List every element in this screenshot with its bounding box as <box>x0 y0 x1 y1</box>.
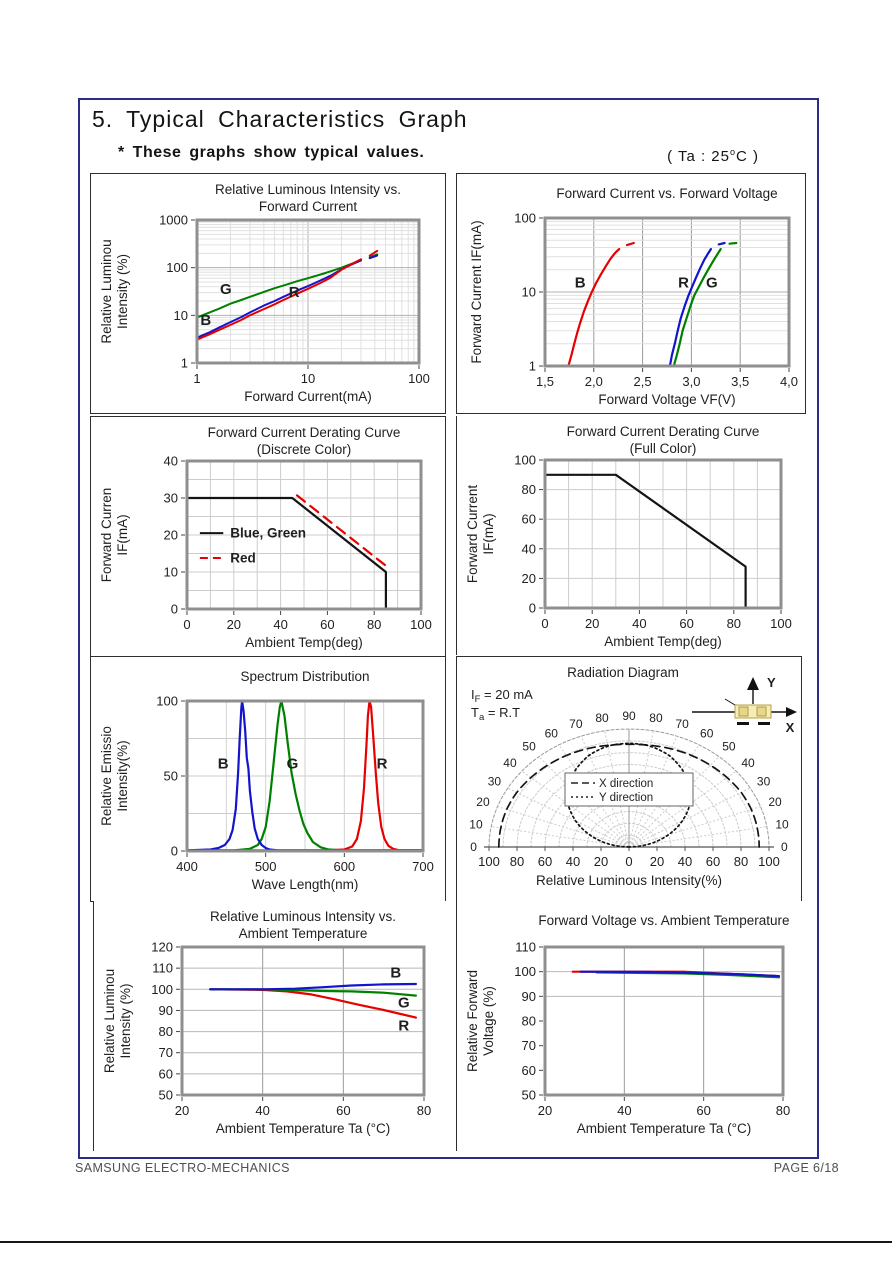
svg-text:40: 40 <box>163 453 178 469</box>
svg-text:70: 70 <box>158 1045 173 1061</box>
svg-text:R: R <box>678 274 690 292</box>
svg-text:50: 50 <box>521 1087 536 1103</box>
svg-text:Forward Current: Forward Current <box>465 484 480 584</box>
svg-text:IF(mA): IF(mA) <box>115 514 130 556</box>
svg-text:70: 70 <box>675 716 689 731</box>
svg-text:10: 10 <box>300 371 316 386</box>
svg-text:R: R <box>288 284 300 302</box>
svg-text:B: B <box>574 274 586 292</box>
svg-text:60: 60 <box>336 1103 351 1118</box>
svg-text:80: 80 <box>158 1024 173 1040</box>
page-bottom-rule <box>0 1241 892 1243</box>
svg-text:40: 40 <box>521 541 536 557</box>
svg-text:0: 0 <box>781 840 788 854</box>
svg-text:80: 80 <box>521 1013 536 1029</box>
svg-text:30: 30 <box>487 774 502 789</box>
svg-text:110: 110 <box>515 939 536 955</box>
svg-text:60: 60 <box>158 1066 173 1082</box>
svg-text:20: 20 <box>521 570 536 586</box>
svg-text:50: 50 <box>722 739 736 754</box>
svg-text:60: 60 <box>705 854 721 869</box>
chart-forward-current-vs-forward-voltage <box>456 173 806 414</box>
svg-text:20: 20 <box>537 1103 553 1118</box>
svg-text:100: 100 <box>166 260 188 276</box>
condition-pre: ( Ta : 25 <box>667 148 730 165</box>
svg-text:Y: Y <box>767 675 776 690</box>
svg-text:50: 50 <box>163 768 178 784</box>
chart-luminous-intensity-vs-forward-current <box>90 173 446 414</box>
svg-text:500: 500 <box>254 859 277 874</box>
svg-text:100: 100 <box>408 371 430 386</box>
svg-text:Relative Luminous Intensity vs: Relative Luminous Intensity vs. <box>214 182 402 197</box>
svg-text:Ambient Temperature Ta (°C): Ambient Temperature Ta (°C) <box>576 1121 752 1136</box>
svg-text:20: 20 <box>768 795 782 810</box>
svg-text:30: 30 <box>163 490 178 506</box>
svg-text:Spectrum Distribution: Spectrum Distribution <box>240 669 370 684</box>
svg-text:G: G <box>220 281 232 299</box>
svg-text:20: 20 <box>226 617 242 632</box>
svg-text:30: 30 <box>756 774 771 789</box>
chart-forward-voltage-vs-ambient-temperature <box>456 901 805 1151</box>
svg-text:G: G <box>706 274 718 292</box>
svg-text:40: 40 <box>677 854 693 869</box>
svg-text:10: 10 <box>173 307 188 323</box>
svg-text:120: 120 <box>151 939 173 955</box>
svg-text:1: 1 <box>193 371 201 386</box>
svg-text:20: 20 <box>174 1103 190 1118</box>
svg-text:400: 400 <box>176 859 198 874</box>
svg-text:100: 100 <box>770 616 792 631</box>
svg-text:80: 80 <box>726 616 742 631</box>
svg-text:IF = 20 mA: $I_F = 20$ mA <box>471 687 533 705</box>
svg-text:90: 90 <box>622 709 636 724</box>
svg-text:60: 60 <box>320 617 335 632</box>
svg-text:Voltage (%): Voltage (%) <box>481 986 496 1056</box>
svg-text:0: 0 <box>470 840 477 854</box>
svg-text:80: 80 <box>509 854 525 869</box>
svg-text:Relative Forward: Relative Forward <box>465 969 480 1073</box>
svg-text:80: 80 <box>775 1103 791 1118</box>
svg-text:0: 0 <box>183 617 191 632</box>
svg-text:1000: 1000 <box>159 212 188 228</box>
svg-text:R: R <box>398 1017 410 1035</box>
condition-label <box>667 147 759 165</box>
svg-text:80: 80 <box>521 482 536 498</box>
svg-text:20: 20 <box>593 854 609 869</box>
svg-text:IF(mA): IF(mA) <box>481 513 496 555</box>
svg-text:Ambient Temp(deg): Ambient Temp(deg) <box>245 635 363 650</box>
svg-text:40: 40 <box>255 1103 270 1118</box>
chart-spectrum-distribution <box>90 656 446 902</box>
svg-text:100: 100 <box>151 981 173 997</box>
svg-text:B: B <box>217 755 229 773</box>
svg-text:Intensity (%): Intensity (%) <box>118 983 133 1059</box>
svg-text:0: 0 <box>170 843 178 859</box>
svg-text:4,0: 4,0 <box>779 374 799 389</box>
svg-text:Radiation Diagram: Radiation Diagram <box>567 665 679 680</box>
svg-text:0: 0 <box>528 600 536 616</box>
svg-text:X direction: X direction <box>599 778 654 790</box>
svg-text:3,5: 3,5 <box>731 374 750 389</box>
svg-text:80: 80 <box>416 1103 432 1118</box>
svg-text:Wave Length(nm): Wave Length(nm) <box>251 877 359 892</box>
svg-text:0: 0 <box>625 854 633 869</box>
svg-text:1: 1 <box>180 355 188 371</box>
svg-text:Relative Luminous Intensity vs: Relative Luminous Intensity vs. <box>209 909 397 924</box>
svg-text:2,0: 2,0 <box>584 374 603 389</box>
svg-text:(Discrete Color): (Discrete Color) <box>256 442 352 457</box>
svg-text:100: 100 <box>156 693 178 709</box>
svg-text:40: 40 <box>617 1103 632 1118</box>
svg-text:50: 50 <box>522 739 536 754</box>
svg-text:60: 60 <box>679 616 694 631</box>
svg-text:Ambient Temperature: Ambient Temperature <box>238 926 368 941</box>
svg-text:Forward Current Derating Curve: Forward Current Derating Curve <box>566 424 760 439</box>
svg-text:40: 40 <box>273 617 288 632</box>
svg-text:B: B <box>200 312 212 330</box>
svg-text:80: 80 <box>595 711 609 726</box>
main-frame <box>78 98 819 1159</box>
svg-text:Y direction: Y direction <box>599 792 654 804</box>
svg-text:3,0: 3,0 <box>682 374 701 389</box>
svg-text:40: 40 <box>565 854 581 869</box>
svg-text:Ambient Temp(deg): Ambient Temp(deg) <box>604 634 722 649</box>
svg-text:100: 100 <box>514 210 536 226</box>
condition-sup: o <box>729 147 736 157</box>
svg-text:10: 10 <box>521 284 536 300</box>
svg-text:Forward Current: Forward Current <box>258 199 358 214</box>
svg-text:Forward Current(mA): Forward Current(mA) <box>244 389 372 404</box>
svg-text:100: 100 <box>514 964 536 980</box>
svg-text:60: 60 <box>537 854 553 869</box>
svg-text:0: 0 <box>170 601 178 617</box>
svg-text:20: 20 <box>163 527 178 543</box>
svg-text:Forward Voltage vs. Ambient Te: Forward Voltage vs. Ambient Temperature <box>538 913 790 928</box>
svg-text:20: 20 <box>584 616 600 631</box>
svg-text:1,5: 1,5 <box>535 374 555 389</box>
svg-text:Relative Luminou: Relative Luminou <box>99 239 114 344</box>
svg-text:40: 40 <box>503 755 517 770</box>
svg-text:100: 100 <box>410 617 432 632</box>
svg-text:Intensity (%): Intensity (%) <box>115 253 130 330</box>
chart-radiation-diagram <box>456 656 802 902</box>
svg-text:Relative Luminou: Relative Luminou <box>102 968 117 1074</box>
typical-values-note: * These graphs show typical values. <box>118 144 425 161</box>
page-footer <box>75 1161 839 1175</box>
svg-text:110: 110 <box>152 960 173 976</box>
chart-derating-discrete-color <box>90 416 446 657</box>
svg-text:G: G <box>286 755 299 773</box>
svg-text:Blue, Green: Blue, Green <box>230 525 307 541</box>
svg-text:100: 100 <box>478 854 500 869</box>
svg-text:100: 100 <box>514 452 536 468</box>
condition-post: C ) <box>736 148 759 165</box>
section-title: 5. Typical Characteristics Graph <box>92 106 468 132</box>
svg-text:60: 60 <box>521 511 536 527</box>
svg-text:G: G <box>397 994 410 1012</box>
footer-page-number: PAGE 6/18 <box>773 1161 839 1175</box>
svg-text:10: 10 <box>469 817 483 832</box>
svg-text:2,5: 2,5 <box>633 374 652 389</box>
svg-text:40: 40 <box>632 616 647 631</box>
svg-text:Relative Emissio: Relative Emissio <box>99 726 114 826</box>
svg-text:R: R <box>376 755 388 773</box>
svg-text:Forward Current IF(mA): Forward Current IF(mA) <box>469 220 484 364</box>
chart-derating-full-color <box>456 416 805 655</box>
svg-text:B: B <box>390 964 402 982</box>
svg-text:Intensity(%): Intensity(%) <box>115 740 130 812</box>
svg-text:Forward Curren: Forward Curren <box>99 487 114 583</box>
svg-text:60: 60 <box>696 1103 711 1118</box>
svg-text:Ta = R.T: $T_a = R.T$ <box>471 705 521 723</box>
svg-text:70: 70 <box>521 1038 536 1054</box>
svg-text:Forward Current vs. Forward Vo: Forward Current vs. Forward Voltage <box>556 186 778 201</box>
svg-text:Red: Red <box>230 550 256 566</box>
svg-text:80: 80 <box>733 854 749 869</box>
svg-text:10: 10 <box>775 817 789 832</box>
svg-text:50: 50 <box>158 1087 173 1103</box>
svg-text:X: X <box>785 720 795 735</box>
svg-text:600: 600 <box>333 859 356 874</box>
svg-text:Forward Current Derating Curve: Forward Current Derating Curve <box>207 425 401 440</box>
svg-text:1: 1 <box>528 358 536 374</box>
svg-text:(Full Color): (Full Color) <box>629 441 697 456</box>
svg-text:90: 90 <box>158 1002 173 1018</box>
svg-text:40: 40 <box>741 755 755 770</box>
svg-text:60: 60 <box>544 726 558 741</box>
svg-text:Forward Voltage VF(V): Forward Voltage VF(V) <box>598 392 736 407</box>
chart-luminous-intensity-vs-ambient-temperature <box>93 901 446 1151</box>
svg-text:10: 10 <box>163 564 178 580</box>
svg-text:60: 60 <box>700 726 714 741</box>
svg-text:90: 90 <box>521 988 536 1004</box>
svg-text:80: 80 <box>366 617 382 632</box>
svg-text:20: 20 <box>476 795 490 810</box>
svg-text:700: 700 <box>412 859 434 874</box>
svg-text:20: 20 <box>649 854 665 869</box>
svg-text:80: 80 <box>649 711 663 726</box>
svg-text:0: 0 <box>541 616 549 631</box>
svg-text:60: 60 <box>521 1062 536 1078</box>
svg-text:Ambient Temperature Ta (°C): Ambient Temperature Ta (°C) <box>215 1121 391 1136</box>
svg-text:70: 70 <box>569 716 583 731</box>
svg-text:100: 100 <box>758 854 780 869</box>
footer-company: SAMSUNG ELECTRO-MECHANICS <box>75 1161 290 1175</box>
svg-text:Relative Luminous Intensity(%): Relative Luminous Intensity(%) <box>535 873 723 888</box>
